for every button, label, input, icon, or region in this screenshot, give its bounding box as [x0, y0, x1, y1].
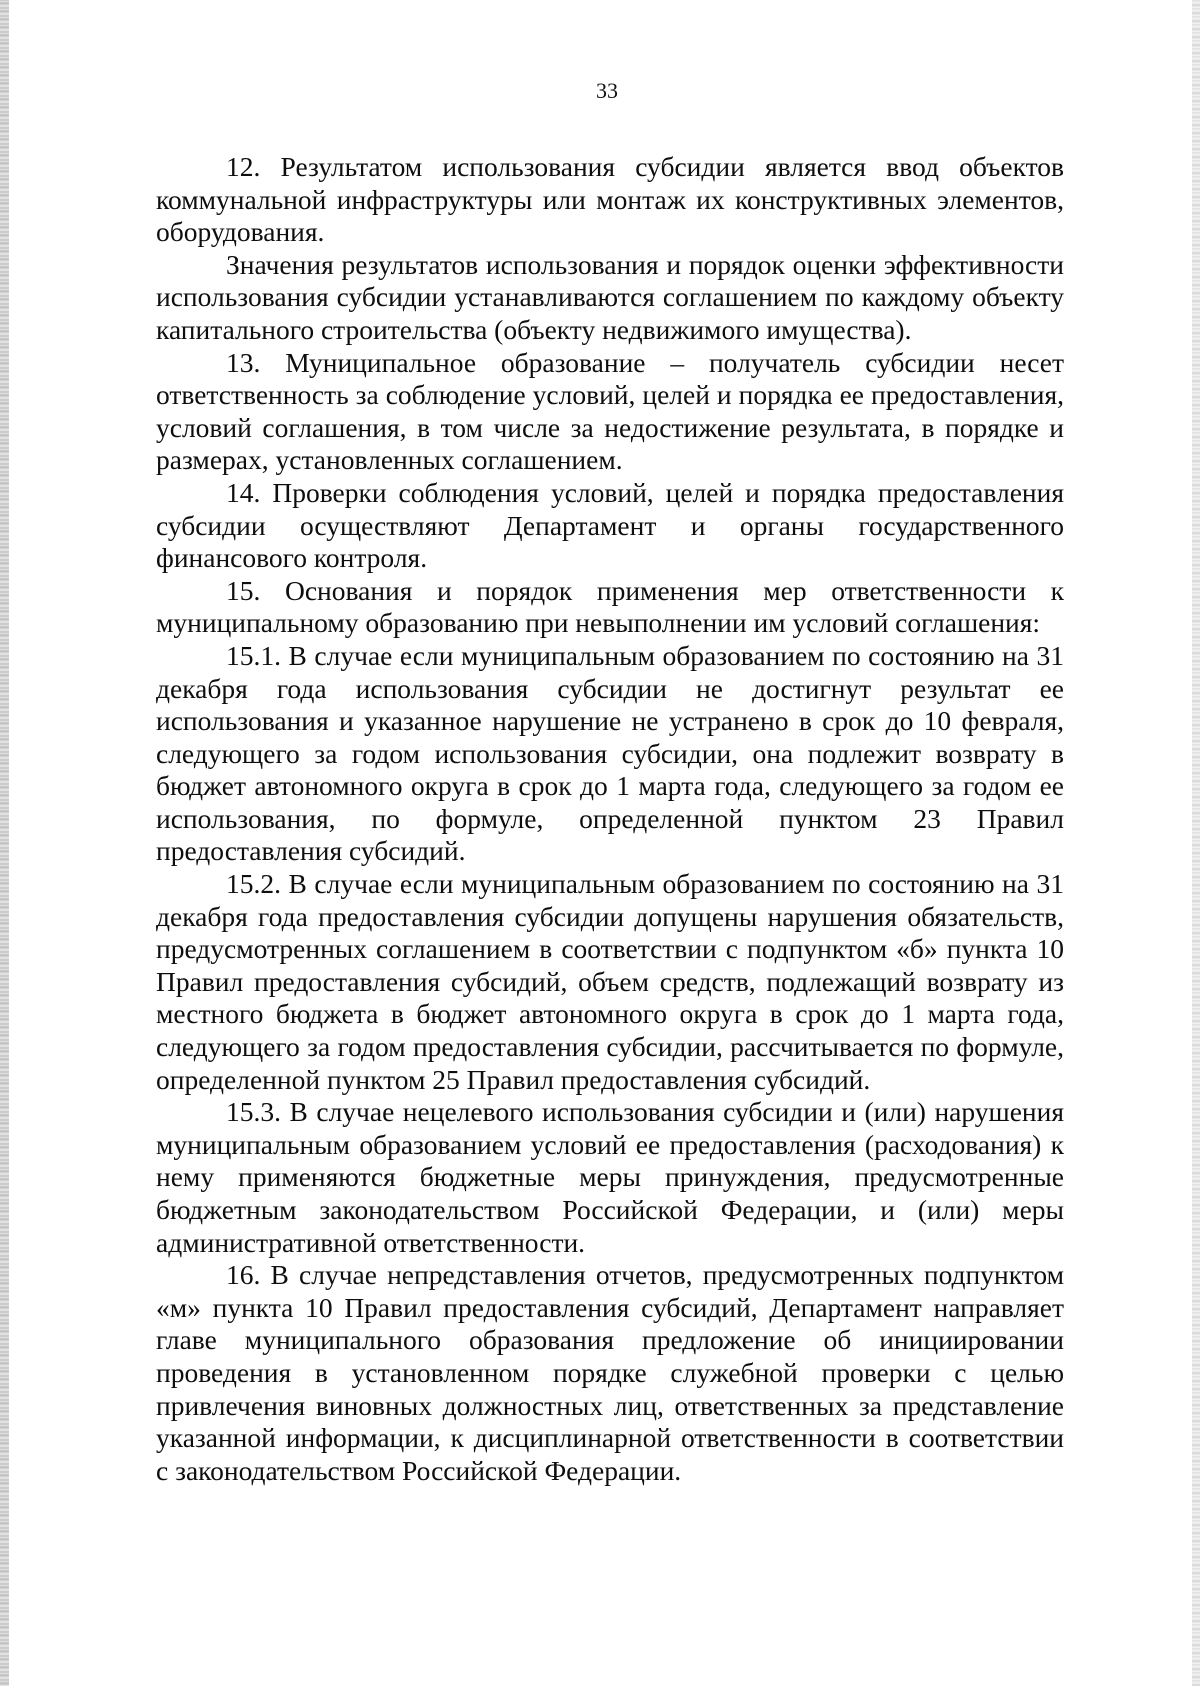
document-body: [156, 151, 1064, 1487]
scan-edge-left: [0, 0, 9, 1686]
paragraph-12: 12. Результатом использования субсидии является ввод объектов коммунальной инфраструктуры или монтаж их конструктивных элементов, оборудования.: [156, 151, 1064, 248]
paragraph-15: 15. Основания и порядок применения мер ответственности к муниципальному образованию при невыполнении им условий соглашения:: [156, 574, 1064, 639]
page-number: 33: [596, 78, 618, 103]
paragraph-15-1: 15.1. В случае если муниципальным образованием по состоянию на 31 декабря года использования субсидии не достигнут результат ее использования и указанное нарушение не устранено в срок до 10 февраля, следующего за годом использования субсидии, она подлежит возврату в бюджет автономного округа в срок до 1 марта года, следующего за годом ее использования, по формуле, определенной пунктом 23 Правил предоставления субсидий.: [156, 639, 1064, 867]
paragraph-16: 16. В случае непредставления отчетов, предусмотренных подпунктом «м» пункта 10 Правил предоставления субсидий, Департамент направляет главе муниципального образования предложение об инициировании проведения в установленном порядке служебной проверки с целью привлечения виновных должностных лиц, ответственных за представление указанной информации, к дисциплинарной ответственности в соответствии с законодательством Российской Федерации.: [156, 1259, 1064, 1486]
paragraph-14: 14. Проверки соблюдения условий, целей и порядка предоставления субсидии осуществляют Департамент и органы государственного финансового контроля.: [156, 476, 1064, 574]
scan-edge-right: [1192, 0, 1200, 1686]
paragraph-15-2: 15.2. В случае если муниципальным образованием по состоянию на 31 декабря года предоставления субсидии допущены нарушения обязательств, предусмотренных соглашением в соответствии с подпунктом «б» пункта 10 Правил предоставления субсидий, объем средств, подлежащий возврату из местного бюджета в бюджет автономного округа в срок до 1 марта года, следующего за годом предоставления субсидии, рассчитывается по формуле, определенной пунктом 25 Правил предоставления субсидий.: [156, 868, 1064, 1095]
paragraph-15-3: 15.3. В случае нецелевого использования субсидии и (или) нарушения муниципальным образованием условий ее предоставления (расходования) к нему применяются бюджетные меры принуждения, предусмотренные бюджетным законодательством Российской Федерации, и (или) меры административной ответственности.: [156, 1096, 1064, 1258]
paragraph-13: 13. Муниципальное образование – получатель субсидии несет ответственность за соблюдение условий, целей и порядка ее предоставления, условий соглашения, в том числе за недостижение результата, в порядке и размерах, установленных соглашением.: [156, 346, 1064, 476]
paragraph-12-values: Значения результатов использования и порядок оценки эффективности использования субсидии устанавливаются соглашением по каждому объекту капитального строительства (объекту недвижимого имущества).: [156, 248, 1064, 345]
